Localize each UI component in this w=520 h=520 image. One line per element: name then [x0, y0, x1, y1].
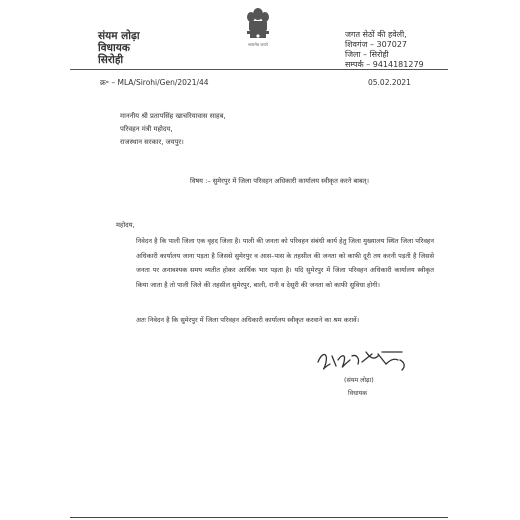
address-phone: सम्पर्क – 9414181279	[345, 60, 424, 69]
letterhead-divider	[70, 69, 448, 70]
recipient-line-3: राजस्थान सरकार, जयपुर।	[120, 138, 184, 146]
recipient-block	[120, 110, 226, 149]
letter-subject: विषय :– सुमेरपुर में जिला परिवहन अधिकारी कार्यालय स्वीकृत करने बाबत्।	[190, 177, 369, 185]
recipient-line-1: माननीय श्री प्रतापसिंह खाचरियावास साहब,	[120, 112, 226, 120]
letter-date: 05.02.2021	[368, 78, 411, 87]
reference-number: क्र॰ – MLA/Sirohi/Gen/2021/44	[100, 78, 209, 87]
body-paragraph-1: निवेदन है कि पाली जिला एक वृहद जिला है। पाली की जनता को परिवहन संबंधी कार्य हेतु जिला मुख्यालय स्थित जिला परिवहन अधिकारी कार्यालय जाना पड़ता है जिससे सुमेरपुर व आस–पास के तहसील की जनता को काफी दूरी तय करनी पड़ती है जिससे जनता पर अनावश्यक समय व्यतीत होकर आर्थिक भार पड़ता है। यदि सुमेरपुर में जिला परिवहन अधिकारी कार्यालय स्वीकृत किया जाता है तो पाली जिले की तहसील सुमेरपुर, बाली, रानी व देसूरी की जनता को काफी सुविधा होगी।	[136, 237, 434, 289]
salutation: महोदय,	[116, 221, 135, 229]
body-paragraph-2: अतः निवेदन है कि सुमेरपुर में जिला परिवहन अधिकारी कार्यालय स्वीकृत करवाने का श्रम करावें।	[136, 316, 360, 324]
address-line-1: जगत सेठों की हवेली,	[345, 30, 407, 39]
sender-name: संयम लोढ़ा	[98, 30, 140, 42]
address-line-3: जिला – सिरोही	[345, 50, 389, 59]
signatory-title: विधायक	[348, 390, 368, 397]
letterhead-address	[345, 30, 424, 70]
sender-designation: विधायक	[98, 42, 130, 54]
address-line-2: शिवगंज – 307027	[345, 40, 408, 49]
emblem-caption: सत्यमेव जयते	[248, 42, 268, 47]
sender-constituency: सिरोही	[98, 54, 124, 66]
letterhead-sender	[98, 30, 140, 66]
page-bottom-edge	[70, 517, 448, 518]
signatory-name: (संयम लोढ़ा)	[344, 377, 374, 384]
handwritten-signature	[312, 348, 412, 374]
recipient-line-2: परिवहन मंत्री महोदय,	[120, 125, 173, 133]
